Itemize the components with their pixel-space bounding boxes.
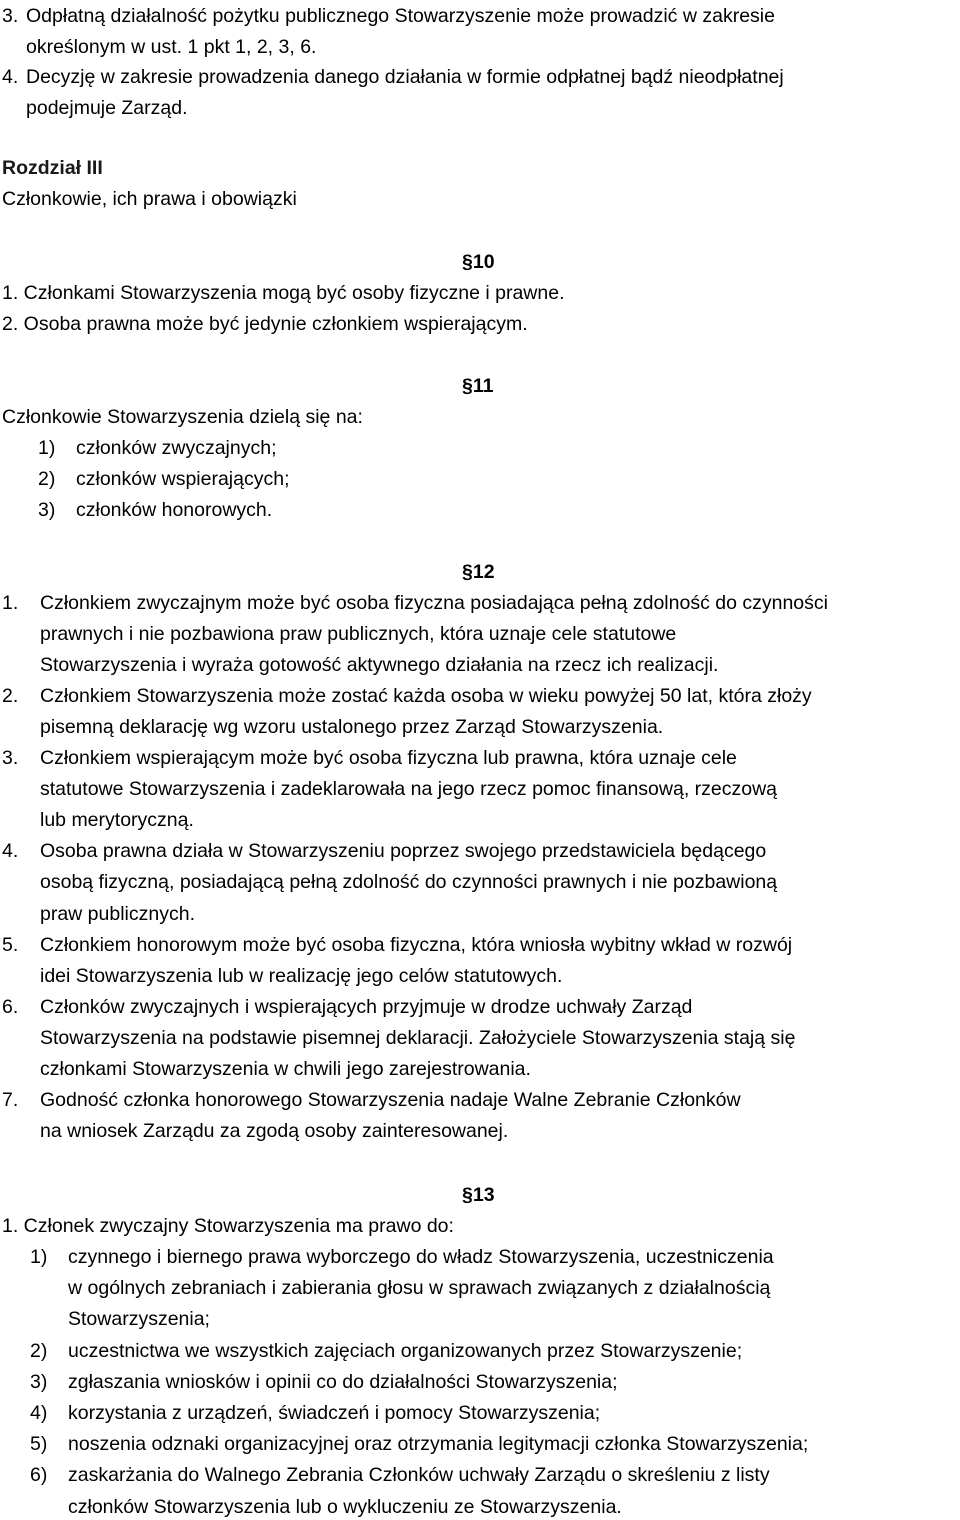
list-text-line: zaskarżania do Walnego Zebrania Członków uchwały Zarządu o skreśleniu z listy [68,1464,770,1487]
list-text-line: Stowarzyszenia i wyraża gotowość aktywnego działania na rzecz ich realizacji. [40,654,719,677]
list-number: 1) [38,437,56,459]
list-item: członków zwyczajnych; [76,437,277,459]
chapter-title: Członkowie, ich prawa i obowiązki [2,188,297,210]
list-text-line: prawnych i nie pozbawiona praw publicznych, która uznaje cele statutowe [40,623,677,646]
list-text-line: Członkiem zwyczajnym może być osoba fizyczna posiadająca pełną zdolność do czynności [40,592,828,614]
list-number: 1) [30,1246,48,1268]
section-heading: §10 [462,251,495,273]
list-number: 5. [2,933,19,956]
list-number: 6) [30,1464,48,1487]
list-text-line: Członkiem honorowym może być osoba fizyczna, która wniosła wybitny wkład w rozwój [40,933,793,956]
list-number: 1. [2,592,19,614]
list-text-line: noszenia odznaki organizacyjnej oraz otrzymania legitymacji członka Stowarzyszenia; [68,1433,809,1456]
list-number: 3. [2,747,19,770]
list-text-line: osobą fizyczną, posiadającą pełną zdolność do czynności prawnych i nie pozbawioną [40,871,778,894]
list-number: 3) [38,499,56,521]
item-text-line: określonym w ust. 1 pkt 1, 2, 3, 6. [26,36,317,58]
list-text-line: w ogólnych zebraniach i zabierania głosu w sprawach związanych z działalnością [68,1277,771,1300]
list-number: 2) [38,468,56,490]
section-heading: §13 [462,1184,495,1206]
list-number: 4. [2,840,19,863]
list-number: 2) [30,1339,48,1362]
list-text-line: na wniosek Zarządu za zgodą osoby zainteresowanej. [40,1119,509,1142]
list-number: 4) [30,1402,48,1424]
paragraph: 1. Członek zwyczajny Stowarzyszenia ma prawo do: [2,1215,454,1237]
paragraph: 2. Osoba prawna może być jedynie członkiem wspierającym. [2,313,528,335]
section-heading: §11 [462,375,494,397]
list-number: 2. [2,685,19,708]
list-number: 6. [2,995,19,1018]
item-text-line: Decyzję w zakresie prowadzenia danego działania w formie odpłatnej bądź nieodpłatnej [26,66,784,88]
list-text-line: czynnego i biernego prawa wyborczego do władz Stowarzyszenia, uczestniczenia [68,1246,774,1268]
paragraph: 1. Członkami Stowarzyszenia mogą być osoby fizyczne i prawne. [2,282,565,304]
list-text-line: pisemną deklarację wg wzoru ustalonego przez Zarząd Stowarzyszenia. [40,716,664,739]
list-item: członków honorowych. [76,499,273,521]
list-text-line: idei Stowarzyszenia lub w realizację jego celów statutowych. [40,964,563,987]
item-number: 4. [2,66,19,88]
list-text-line: uczestnictwa we wszystkich zajęciach organizowanych przez Stowarzyszenie; [68,1339,743,1362]
list-item: członków wspierających; [76,468,290,490]
chapter-label: Rozdział III [2,157,103,179]
item-text-line: podejmuje Zarząd. [26,97,188,119]
list-number: 5) [30,1433,48,1456]
list-text-line: Członkiem Stowarzyszenia może zostać każda osoba w wieku powyżej 50 lat, która złoży [40,685,812,708]
list-text-line: Stowarzyszenia na podstawie pisemnej deklaracji. Założyciele Stowarzyszenia stają się [40,1026,796,1049]
list-number: 3) [30,1370,48,1393]
item-text-line: Odpłatną działalność pożytku publicznego Stowarzyszenie może prowadzić w zakresie [26,5,775,27]
list-text-line: Członkiem wspierającym może być osoba fizyczna lub prawna, która uznaje cele [40,747,737,770]
list-text-line: Stowarzyszenia; [68,1308,210,1331]
list-text-line: praw publicznych. [40,902,195,925]
list-text-line: lub merytoryczną. [40,809,194,832]
section-heading: §12 [462,561,495,583]
paragraph: Członkowie Stowarzyszenia dzielą się na: [2,406,363,428]
list-text-line: Członków zwyczajnych i wspierających przyjmuje w drodze uchwały Zarząd [40,995,693,1018]
list-text-line: Osoba prawna działa w Stowarzyszeniu poprzez swojego przedstawiciela będącego [40,840,767,863]
list-text-line: zgłaszania wniosków i opinii co do działalności Stowarzyszenia; [68,1370,618,1393]
list-text-line: Godność członka honorowego Stowarzyszenia nadaje Walne Zebranie Członków [40,1088,741,1111]
list-text-line: statutowe Stowarzyszenia i zadeklarowała na jego rzecz pomoc finansową, rzeczową [40,778,778,801]
list-text-line: korzystania z urządzeń, świadczeń i pomocy Stowarzyszenia; [68,1402,601,1424]
list-text-line: członkami Stowarzyszenia w chwili jego zarejestrowania. [40,1057,531,1080]
list-number: 7. [2,1088,19,1111]
list-text-line: członków Stowarzyszenia lub o wykluczeniu ze Stowarzyszenia. [68,1495,622,1518]
item-number: 3. [2,5,19,27]
